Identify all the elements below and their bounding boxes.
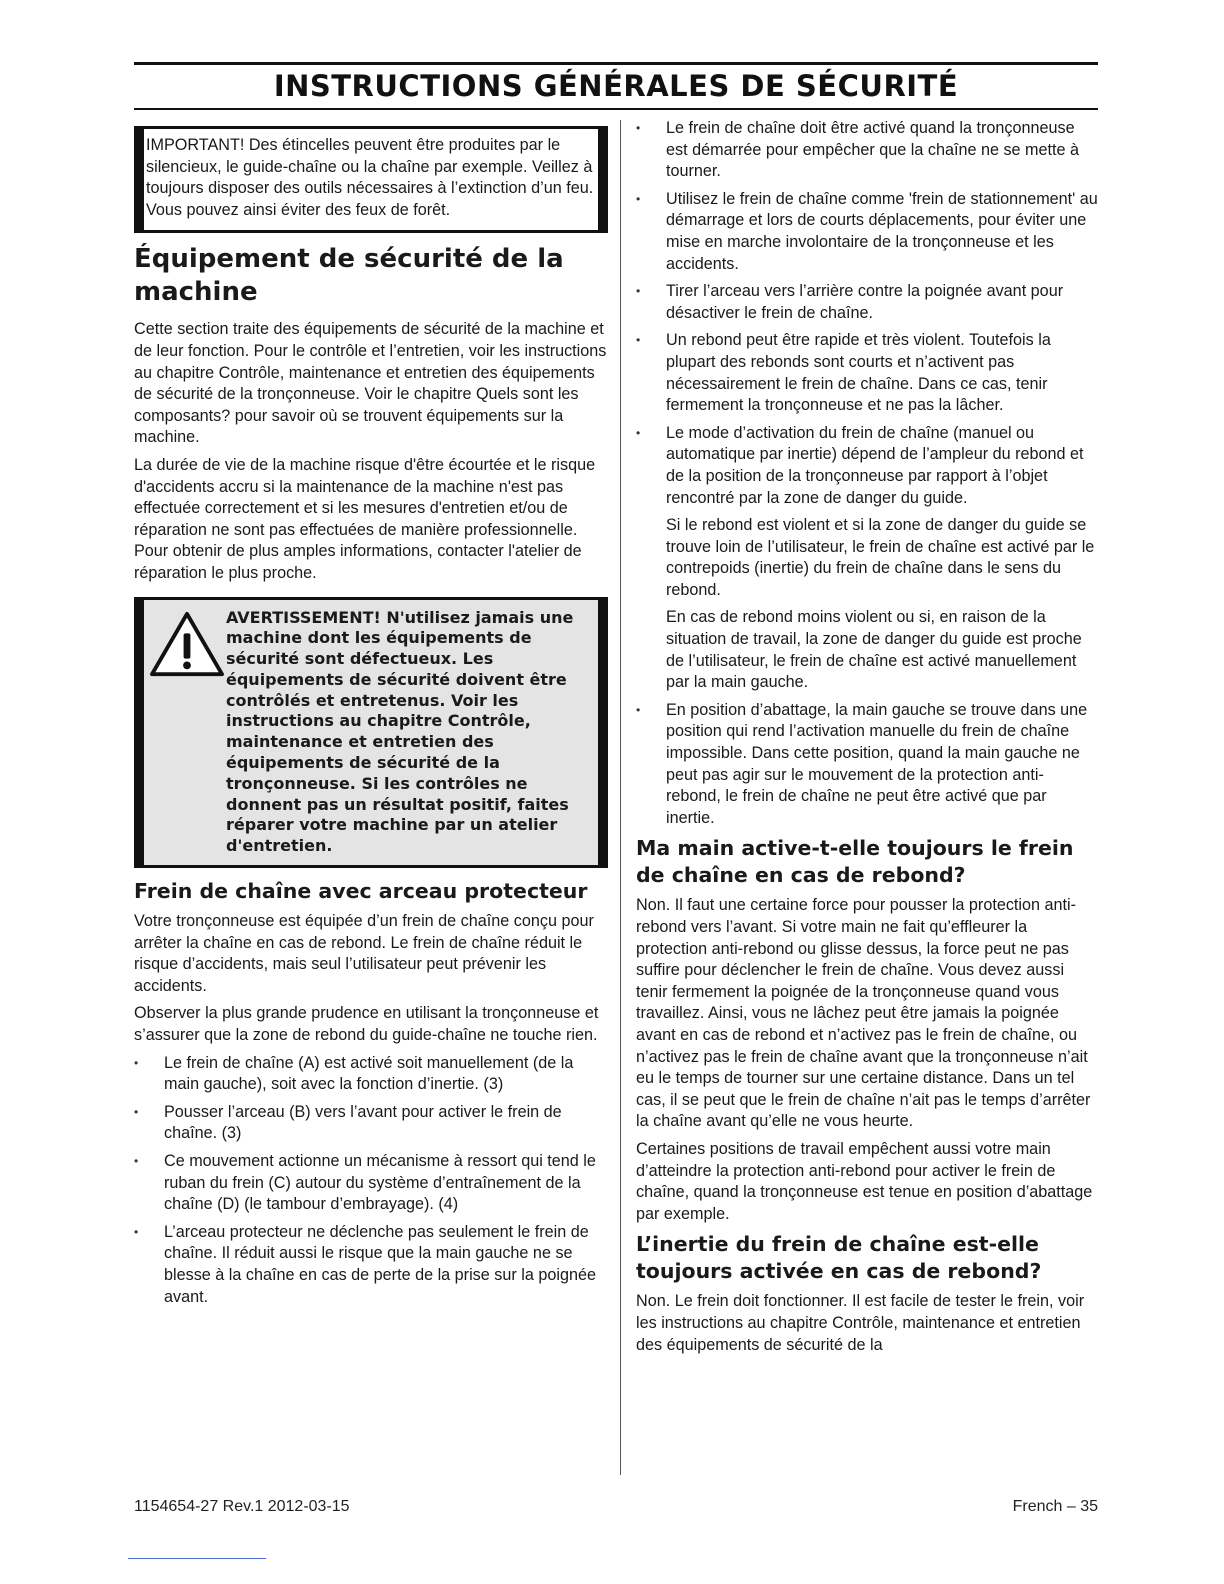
subsection-title-inertia: L’inertie du frein de chaîne est-elle toujours activée en cas de rebond? bbox=[636, 1232, 1042, 1284]
list-item: • En position d’abattage, la main gauche se trouve dans une position qui rend l’activation manuelle du frein de chaîne impossible. Dans cette position, quand la main gauche ne peut pas agir sur le mouvement de la protection anti-rebond, le frein de chaîne ne peut être activé que par inertie. bbox=[636, 700, 1098, 830]
important-notice-box bbox=[134, 126, 608, 233]
column-divider bbox=[620, 120, 621, 1475]
right-bullet-list-2 bbox=[636, 700, 1098, 830]
list-item: • Pousser l’arceau (B) vers l’avant pour activer le frein de chaîne. (3) bbox=[134, 1102, 608, 1145]
paragraph-lifespan: La durée de vie de la machine risque d'être écourtée et le risque d'accidents accru si la maintenance de la machine n'est pas effectuée correctement et si les mesures d'entretien et/ou de réparation ne sont pas effectuées de manière professionnelle. Pour obtenir de plus amples informations, contacter l'atelier de réparation le plus proche. bbox=[134, 455, 596, 582]
paragraph-caution: Observer la plus grande prudence en utilisant la tronçonneuse et s’assurer que la zone de rebond du guide-chaîne ne touche rien. bbox=[134, 1004, 599, 1045]
list-item: • Le frein de chaîne doit être activé quand la tronçonneuse est démarrée pour empêcher que la chaîne ne se mette à tourner. bbox=[636, 118, 1098, 183]
important-notice-text: IMPORTANT! Des étincelles peuvent être produites par le silencieux, le guide-chaîne ou la chaîne par exemple. Veillez à toujours disposer des outils nécessaires à l’extinction d’un feu. Vous pouvez ainsi éviter des feux de forêt. bbox=[146, 136, 594, 219]
page-title: INSTRUCTIONS GÉNÉRALES DE SÉCURITÉ bbox=[273, 69, 959, 103]
paragraph-inertia: Non. Le frein doit fonctionner. Il est facile de tester le frein, voir les instructions au chapitre Contrôle, maintenance et entretien des équipements de sécurité de la bbox=[636, 1292, 1085, 1354]
list-item: • Utilisez le frein de chaîne comme 'frein de stationnement' au démarrage et lors de courts déplacements, pour éviter une mise en marche involontaire de la tronçonneuse et les accidents. bbox=[636, 189, 1098, 275]
left-column bbox=[134, 118, 608, 1314]
right-bullet-list bbox=[636, 118, 1098, 509]
paragraph-intro: Cette section traite des équipements de sécurité de la machine et de leur fonction. Pour le contrôle et l’entretien, voir les instructions au chapitre Contrôle, maintenance et entretien des équipements de sécurité de la tronçonneuse. Voir le chapitre Quels sont les composants? pour savoir où se trouvent équipements sur la machine. bbox=[134, 320, 607, 447]
page-number: French – 35 bbox=[1012, 1498, 1098, 1515]
right-column bbox=[636, 118, 1098, 1362]
paragraph-work-positions: Certaines positions de travail empêchent aussi votre main d’atteindre la protection anti-rebond pour activer le frein de chaîne, quand la tronçonneuse est tenue en position d’abattage par exemple. bbox=[636, 1139, 1093, 1223]
section-title-safety-equipment: Équipement de sécurité de la machine bbox=[134, 244, 564, 308]
paragraph-hand-activation: Non. Il faut une certaine force pour pousser la protection anti-rebond vers l’avant. Si votre main ne fait qu’effleurer la protection anti-rebond ou glisse dessus, la force peut ne pas suffire pour déclencher le frein de chaîne. Vous devez aussi tenir fermement la poignée de la tronçonneuse quand vous travaillez. Ainsi, vous ne lâchez peut être jamais la poignée avant en cas de rebond et n’activez pas le frein de chaîne, ou n’activez pas le frein de chaîne avant que la tronçonneuse n’ait eu le temps de tourner sur une certaine distance. Dans un tel cas, il se peut que le frein de chaîne n’ait pas le temps d’arrêter la chaîne avant qu’elle ne vous heurte. bbox=[636, 896, 1091, 1131]
list-item: • Ce mouvement actionne un mécanisme à ressort qui tend le ruban du frein (C) autour du système d’entraînement de la chaîne (D) (le tambour d’embrayage). (4) bbox=[134, 1151, 608, 1216]
list-item: • Le mode d’activation du frein de chaîne (manuel ou automatique par inertie) dépend de l’ampleur du rebond et de la position de la tronçonneuse par rapport à l’objet rencontré par la zone de danger du guide. bbox=[636, 423, 1098, 509]
paragraph-violent-kickback: Si le rebond est violent et si la zone de danger du guide se trouve loin de l’utilisateur, le frein de chaîne est activé par le contrepoids (inertie) du frein de chaîne dans le sens du rebond. bbox=[666, 516, 1095, 599]
list-item: • Le frein de chaîne (A) est activé soit manuellement (de la main gauche), soit avec la fonction d’inertie. (3) bbox=[134, 1053, 608, 1096]
document-id: 1154654-27 Rev.1 2012-03-15 bbox=[134, 1498, 350, 1515]
list-item: • Un rebond peut être rapide et très violent. Toutefois la plupart des rebonds sont courts et n’activent pas nécessairement le frein de chaîne. Dans ce cas, tenir fermement la tronçonneuse et ne pas la lâcher. bbox=[636, 330, 1098, 416]
footer-link-underline bbox=[128, 1558, 266, 1559]
warning-box bbox=[134, 597, 608, 869]
paragraph-mild-kickback: En cas de rebond moins violent ou si, en raison de la situation de travail, la zone de danger du guide est proche de l’utilisateur, le frein de chaîne est activé manuellement par la main gauche. bbox=[666, 608, 1082, 692]
header-top-rule bbox=[134, 62, 1098, 65]
paragraph-chain-brake: Votre tronçonneuse est équipée d’un frein de chaîne conçu pour arrêter la chaîne en cas de rebond. Le frein de chaîne réduit le risque d’accidents, mais seul l’utilisateur peut prévenir les accidents. bbox=[134, 912, 594, 995]
warning-text: AVERTISSEMENT! N'utilisez jamais une machine dont les équipements de sécurité sont défectueux. Les équipements de sécurité doivent être contrôlés et entretenus. Voir les instructions au chapitre Contrôle, maintenance et entretien des équipements de sécurité de la tronçonneuse. Si les contrôles ne donnent pas un résultat positif, faites réparer votre machine par un atelier d'entretien. bbox=[226, 607, 574, 856]
warning-triangle-icon bbox=[148, 610, 226, 680]
list-item: • L’arceau protecteur ne déclenche pas seulement le frein de chaîne. Il réduit aussi le risque que la main gauche ne se blesse à la chaîne en cas de perte de la prise sur la poignée avant. bbox=[134, 1222, 608, 1308]
header-bottom-rule bbox=[134, 108, 1098, 110]
list-item: • Tirer l’arceau vers l’arrière contre la poignée avant pour désactiver le frein de chaîne. bbox=[636, 281, 1098, 324]
subsection-title-chain-brake: Frein de chaîne avec arceau protecteur bbox=[134, 879, 588, 904]
subsection-title-hand-activation: Ma main active-t-elle toujours le frein de chaîne en cas de rebond? bbox=[636, 836, 1074, 888]
left-bullet-list bbox=[134, 1053, 608, 1309]
